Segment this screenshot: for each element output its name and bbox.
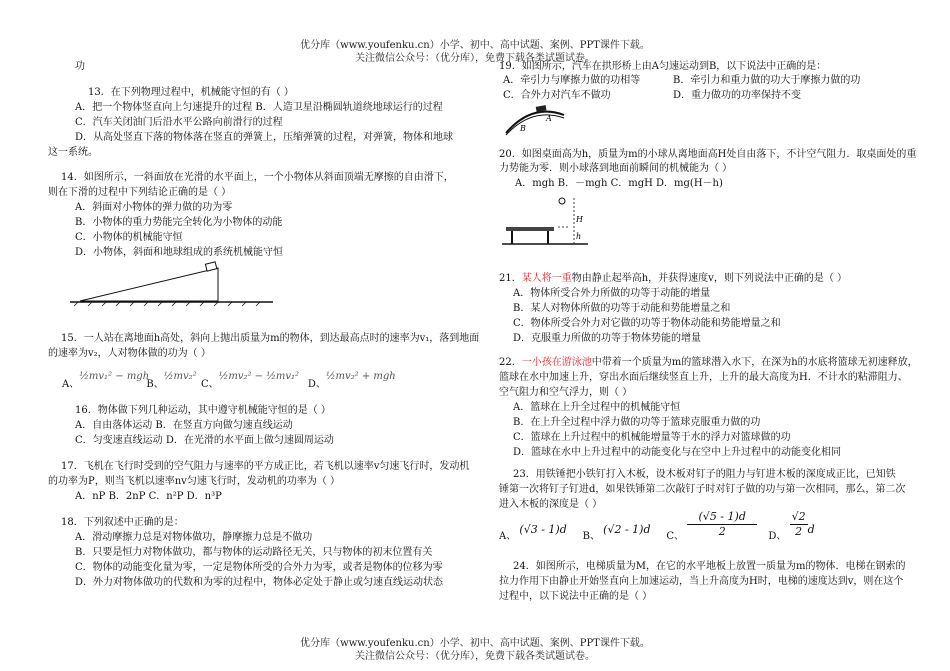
q23-option-b-label: B、 — [582, 531, 600, 542]
table-ball-figure — [500, 194, 590, 254]
q17-stem: 17．飞机在飞行时受到的空气阻力与速率的平方成正比，若飞机以速率v匀速飞行时，发动机 — [61, 461, 470, 472]
q13-option-ab: A．把一个物体竖直向上匀速提升的过程 B．人造卫星沿椭圆轨道绕地球运行的过程 — [75, 102, 443, 113]
q22-option-d: D．篮球在水中上升过程中的动能变化与在空中上升过程中的动能变化相同 — [513, 447, 842, 458]
q21-highlight: 某人将一重 — [521, 273, 572, 284]
q23-stem-cont: 锤第一次将钉子钉进d，如果铁锤第二次敲钉子时对钉子做的功与第一次相同，那么，第二次 — [499, 484, 906, 495]
q15-option-c-expr: ½mv₂² − ½mv₁² — [218, 371, 300, 382]
q17-options: A．nP B．2nP C．n²P D．n³P — [75, 491, 222, 502]
point-a-label: A — [546, 114, 552, 123]
q23-option-d-tail: d — [807, 523, 815, 536]
q23-option-b-expr: (√2 - 1)d — [603, 523, 651, 536]
q19-option-a: A．牵引力与摩擦力做的功相等 — [503, 75, 641, 86]
incline-figure — [68, 258, 278, 308]
point-b-label: B — [520, 124, 526, 133]
q19-option-c: C．合外力对汽车不做功 — [503, 90, 611, 101]
q22-stem-cont-2: 空气阻力和空气浮力，则（ ） — [499, 387, 633, 398]
q22-stem — [499, 356, 918, 370]
q23-options — [499, 510, 815, 544]
q19-option-d: D．重力做功的功率保持不变 — [673, 90, 802, 101]
q18-option-c: C．物体的动能变化量为零，一定是物体所受的合外力为零，或者是物体的位移为零 — [75, 562, 443, 573]
q23-option-d-label: D、 — [768, 531, 787, 542]
footer-line-1: 优分库（www.youfenku.cn）小学、初中、高中试题、案例、PPT课件下载。 — [300, 638, 650, 649]
q23-option-d-fraction — [790, 510, 808, 539]
q23-option-a-expr: (√3 - 1)d — [519, 523, 567, 536]
q22-stem-cont: 篮球在水中加速上升，穿出水面后继续竖直上升，上升的最大高度为H．不计水的粘滞阻力、 — [499, 372, 908, 383]
q21-option-d: D．克服重力所做的功等于物体势能的增量 — [513, 333, 702, 344]
right-column — [475, 0, 950, 671]
q24-stem-cont-2: 过程中，以下说法中正确的是（ ） — [499, 591, 653, 602]
q13-option-d-cont: 这一系统。 — [48, 147, 98, 158]
q23-option-c-fraction — [687, 510, 757, 539]
q22-option-c: C．篮球在上升过程中的机械能增量等于水的浮力对篮球做的功 — [513, 432, 791, 443]
q21-number: 21． — [499, 273, 522, 284]
q23-option-a-label: A、 — [499, 531, 517, 542]
q22-option-a: A．篮球在上升全过程中的机械能守恒 — [513, 402, 681, 413]
q18-option-a: A．滑动摩擦力总是对物体做功，静摩擦力总是不做功 — [75, 532, 313, 543]
q20-options: A．mgh B．－mgh C．mgH D．mg(H－h) — [515, 178, 723, 189]
q14-option-d: D．小物体，斜面和地球组成的系统机械能守恒 — [75, 247, 284, 258]
q13-option-c: C．汽车关闭油门后沿水平公路向前滑行的过程 — [75, 117, 283, 128]
q20-stem: 20．如图桌面高为h，质量为m的小球从离地面高H处自由落下，不计空气阻力．取桌面处的重 — [499, 149, 917, 160]
q23-stem-cont-2: 进入木板的深度是（ ） — [499, 499, 603, 510]
q22-option-b: B．在上升全过程中浮力做的功等于篮球克服重力做的功 — [513, 417, 761, 428]
q15-option-d-label: D、 — [307, 379, 326, 390]
q21-option-a: A．物体所受合外力所做的功等于动能的增量 — [513, 288, 711, 299]
q23-option-c-label: C、 — [666, 531, 684, 542]
q21-option-c: C．物体所受合外力对它做的功等于物体动能和势能增量之和 — [513, 318, 781, 329]
q22-stem-rest: 中带着一个质量为m的篮球潜入水下，在深为h的水底将篮球无初速释放， — [591, 357, 918, 368]
q16-options-ab: A．自由落体运动 B．在竖直方向做匀速直线运动 — [75, 420, 293, 431]
q15-stem-cont: 的速率为v₂，人对物体做的功为（ ） — [48, 348, 211, 359]
q21-stem-rest: 物由静止起举高h，并获得速度v，则下列说法中正确的是（ ） — [571, 273, 848, 284]
q24-stem-cont: 拉力作用下由静止开始竖直向上加速运动，当上升高度为H时，电梯的速度达到v，则在这个 — [499, 576, 904, 587]
q21-stem — [499, 272, 847, 286]
footer-line-2: 关注微信公众号：（优分库），免费下载各类试题试卷。 — [355, 651, 595, 662]
arch-bridge-figure — [502, 101, 567, 137]
q18-option-b: B．只要是恒力对物体做功，都与物体的运动路径无关，只与物体的初末位置有关 — [75, 547, 433, 558]
q17-stem-cont: 的功率为P，则当飞机以速率nv匀速飞行时，发动机的功率为（ ） — [48, 476, 340, 487]
header-line-2: 关注微信公众号：（优分库），免费下载各类试题试卷。 — [355, 53, 595, 64]
q14-stem-cont: 则在下滑的过程中下列结论正确的是（ ） — [48, 187, 232, 198]
q19-option-b: B．牵引力和重力做的功大于摩擦力做的功 — [673, 75, 861, 86]
q18-option-d: D．外力对物体做功的代数和为零的过程中，物体必定处于静止或匀速直线运动状态 — [75, 577, 444, 588]
header-line-1: 优分库（www.youfenku.cn）小学、初中、高中试题、案例、PPT课件下载。 — [300, 40, 650, 51]
q22-number: 22． — [499, 357, 522, 368]
height-h-label: h — [576, 232, 582, 241]
q24-stem: 24．如图所示，电梯质量为M，在它的水平地板上放置一质量为m的物体．电梯在钢索的 — [513, 561, 906, 572]
q23-option-d-denominator: 2 — [795, 525, 803, 538]
q15-option-b-label: B、 — [146, 379, 164, 390]
q21-option-b: B．某人对物体所做的功等于动能和势能增量之和 — [513, 303, 731, 314]
q15-option-c-label: C、 — [200, 379, 219, 390]
q15-option-a-expr: ½mv₁² − mgh — [79, 371, 150, 382]
q15-option-b-expr: ½mv₂² — [163, 371, 197, 382]
q15-stem: 15．一人站在离地面h高处，斜向上抛出质量为m的物体，到达最高点时的速率为v₁，落到地面 — [61, 333, 480, 344]
q15-options — [62, 370, 396, 390]
q18-stem: 18．下列叙述中正确的是： — [61, 517, 184, 528]
q13-option-d: D．从高处竖直下落的物体落在竖直的弹簧上，压缩弹簧的过程，对弹簧，物体和地球 — [75, 132, 454, 143]
q23-option-c-numerator: (√5 - 1)d — [687, 510, 757, 525]
q14-option-b: B．小物体的重力势能完全转化为小物体的动能 — [75, 217, 283, 228]
q16-options-cd: C．匀变速直线运动 D．在光滑的水平面上做匀速圆周运动 — [75, 435, 334, 446]
q20-stem-cont: 力势能为零．则小球落到地面前瞬间的机械能为（ ） — [499, 163, 733, 174]
q23-option-d-numerator: √2 — [791, 510, 806, 523]
q14-stem: 14．如图所示，一斜面放在光滑的水平面上，一个小物体从斜面顶端无摩擦的自由滑下， — [61, 172, 454, 183]
q23-stem: 23．用铁锤把小铁钉打入木板，设木板对钉子的阻力与钉进木板的深度成正比，已知铁 — [513, 469, 896, 480]
q15-option-a-label: A、 — [62, 379, 80, 390]
q23-option-c-denominator: 2 — [718, 525, 726, 538]
q19-stem: 19．如图所示，汽车在拱形桥上由A匀速运动到B，以下说法中正确的是： — [499, 61, 827, 72]
q13-stem: 13．在下列物理过程中，机械能守恒的有（ ） — [88, 87, 294, 98]
carry-over-text: 功 — [75, 61, 85, 72]
q14-option-a: A．斜面对小物体的弹力做的功为零 — [75, 202, 233, 213]
q14-option-c: C．小物体的机械能守恒 — [75, 232, 183, 243]
q16-stem: 16．物体做下列几种运动，其中遵守机械能守恒的是（ ） — [75, 405, 331, 416]
q15-option-d-expr: ½mv₂² + mgh — [325, 371, 396, 382]
q22-highlight: 一小孩在游泳池 — [521, 357, 592, 368]
height-H-label: H — [576, 215, 583, 224]
